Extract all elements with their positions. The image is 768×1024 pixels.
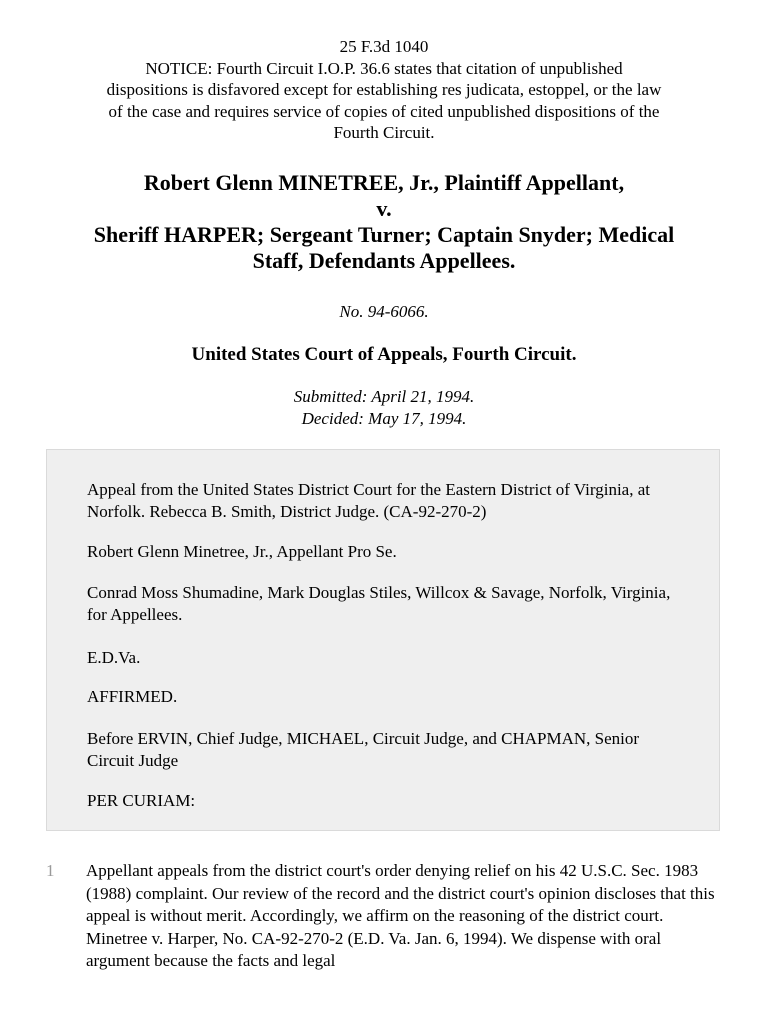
- disposition: AFFIRMED.: [87, 687, 178, 706]
- document-header: [40, 36, 728, 144]
- panel: Before ERVIN, Chief Judge, MICHAEL, Circuit Judge, and CHAPMAN, Senior Circuit Judge: [87, 729, 640, 770]
- notice-line: NOTICE: Fourth Circuit I.O.P. 36.6 states that citation of unpublished: [145, 58, 623, 78]
- docket-number: No. 94-6066.: [339, 302, 429, 321]
- caption-versus: v.: [376, 196, 392, 221]
- case-caption: [40, 170, 728, 274]
- per-curiam: PER CURIAM:: [87, 791, 196, 810]
- submitted-date: Submitted: April 21, 1994.: [293, 387, 475, 406]
- appellant-counsel: Robert Glenn Minetree, Jr., Appellant Pro Se.: [87, 542, 397, 561]
- notice-line: Fourth Circuit.: [333, 123, 435, 142]
- paragraph-number: 1: [46, 861, 55, 880]
- court-name: United States Court of Appeals, Fourth Circuit.: [191, 344, 577, 365]
- decided-date: Decided: May 17, 1994.: [301, 409, 467, 428]
- appellee-counsel: Conrad Moss Shumadine, Mark Douglas Stiles, Willcox & Savage, Norfolk, Virginia, for Appellees.: [87, 583, 671, 624]
- notice-line: of the case and requires service of copies of cited unpublished dispositions of the: [108, 101, 660, 121]
- notice-line: dispositions is disfavored except for establishing res judicata, estoppel, or the law: [106, 80, 662, 99]
- citation: 25 F.3d 1040: [339, 37, 429, 56]
- caption-plaintiff: Robert Glenn MINETREE, Jr., Plaintiff Appellant,: [143, 170, 625, 195]
- caption-defendants-cont: Staff, Defendants Appellees.: [252, 248, 516, 273]
- case-dates: [40, 386, 728, 430]
- district: E.D.Va.: [87, 648, 141, 667]
- appeal-from: Appeal from the United States District Court for the Eastern District of Virginia, at Norfolk. Rebecca B. Smith, District Judge. (CA-92-270-2): [87, 480, 651, 521]
- caption-defendants: Sheriff HARPER; Sergeant Turner; Captain Snyder; Medical: [93, 222, 675, 247]
- opinion-paragraph: Appellant appeals from the district court's order denying relief on his 42 U.S.C. Sec. 1983 (1988) complaint. Our review of the record and the district court's opinion discloses that this appeal is without merit. Accordingly, we affirm on the reasoning of the district court. Minetree v. Harper, No. CA-92-270-2 (E.D. Va. Jan. 6, 1994). We dispense with oral argument because the facts and legal: [86, 861, 715, 970]
- case-info-box: [46, 449, 720, 831]
